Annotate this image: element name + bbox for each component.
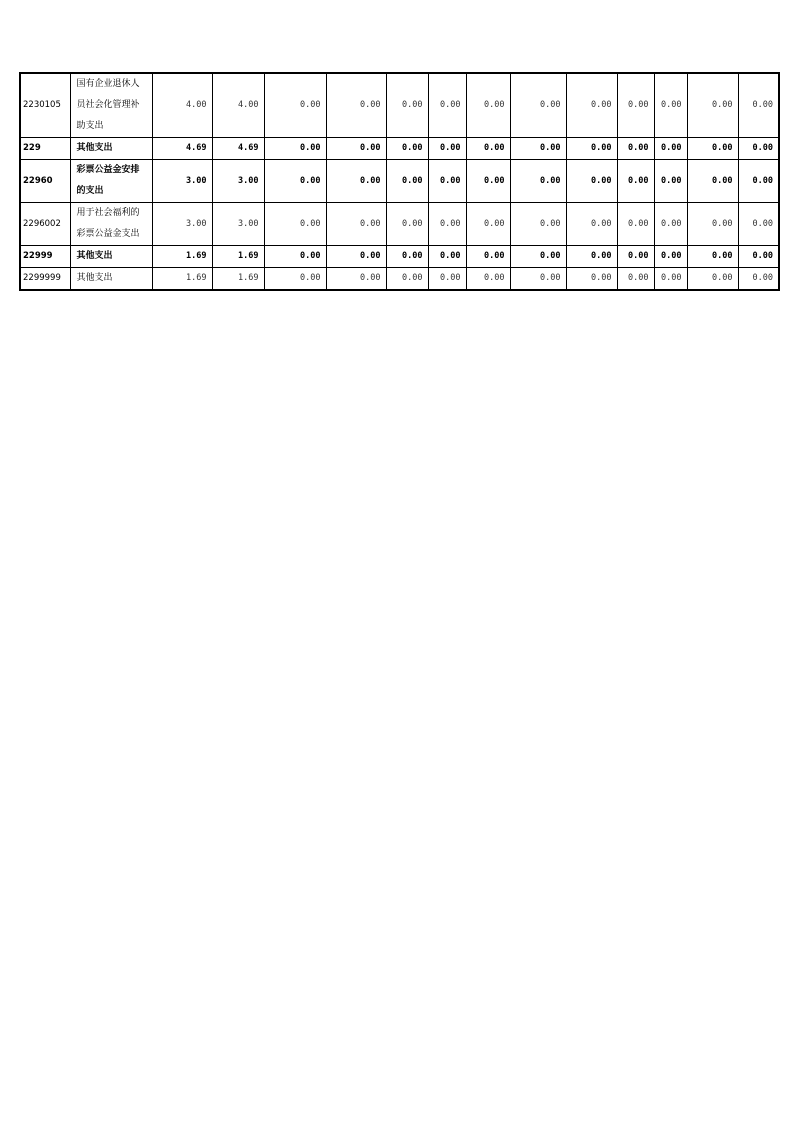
row-code: 22960 [20,160,70,203]
row-name: 彩票公益金安排的支出 [70,160,152,203]
value-cell: 0.00 [264,160,326,203]
value-cell: 4.69 [212,138,264,160]
row-code: 2230105 [20,73,70,138]
value-cell: 0.00 [428,246,466,268]
value-cell: 0.00 [428,73,466,138]
value-cell: 3.00 [212,203,264,246]
value-cell: 3.00 [212,160,264,203]
value-cell: 0.00 [687,268,738,291]
row-code: 2296002 [20,203,70,246]
row-name: 其他支出 [70,246,152,268]
value-cell: 0.00 [386,138,428,160]
budget-table [19,72,780,291]
value-cell: 0.00 [510,160,566,203]
value-cell: 0.00 [738,268,779,291]
value-cell: 4.00 [152,73,212,138]
value-cell: 0.00 [466,73,510,138]
value-cell: 0.00 [617,246,654,268]
value-cell: 0.00 [738,138,779,160]
row-name: 用于社会福利的彩票公益金支出 [70,203,152,246]
value-cell: 3.00 [152,160,212,203]
value-cell: 1.69 [152,268,212,291]
value-cell: 0.00 [466,203,510,246]
value-cell: 0.00 [738,160,779,203]
value-cell: 0.00 [654,203,687,246]
value-cell: 0.00 [264,73,326,138]
value-cell: 0.00 [466,246,510,268]
row-code: 22999 [20,246,70,268]
value-cell: 4.69 [152,138,212,160]
value-cell: 0.00 [566,246,617,268]
value-cell: 0.00 [654,160,687,203]
value-cell: 0.00 [654,73,687,138]
value-cell: 0.00 [617,73,654,138]
value-cell: 0.00 [617,268,654,291]
value-cell: 0.00 [687,138,738,160]
table-row [20,73,779,138]
table-row [20,203,779,246]
value-cell: 0.00 [566,268,617,291]
value-cell: 0.00 [510,246,566,268]
value-cell: 0.00 [466,268,510,291]
value-cell: 0.00 [428,160,466,203]
row-code: 2299999 [20,268,70,291]
value-cell: 3.00 [152,203,212,246]
value-cell: 0.00 [466,160,510,203]
value-cell: 0.00 [264,138,326,160]
row-name: 其他支出 [70,138,152,160]
value-cell: 1.69 [152,246,212,268]
row-name: 其他支出 [70,268,152,291]
value-cell: 0.00 [738,203,779,246]
value-cell: 0.00 [510,203,566,246]
value-cell: 0.00 [654,268,687,291]
table-row [20,268,779,291]
value-cell: 0.00 [326,138,386,160]
value-cell: 0.00 [264,268,326,291]
value-cell: 0.00 [428,203,466,246]
value-cell: 0.00 [566,203,617,246]
value-cell: 0.00 [428,138,466,160]
value-cell: 0.00 [466,138,510,160]
value-cell: 0.00 [326,268,386,291]
table-row [20,160,779,203]
value-cell: 0.00 [386,268,428,291]
value-cell: 0.00 [326,160,386,203]
value-cell: 0.00 [654,138,687,160]
value-cell: 0.00 [654,246,687,268]
value-cell: 0.00 [566,73,617,138]
value-cell: 0.00 [738,246,779,268]
value-cell: 0.00 [617,138,654,160]
value-cell: 0.00 [326,246,386,268]
value-cell: 0.00 [617,160,654,203]
value-cell: 0.00 [617,203,654,246]
value-cell: 0.00 [687,160,738,203]
value-cell: 0.00 [264,246,326,268]
table-row [20,246,779,268]
value-cell: 4.00 [212,73,264,138]
value-cell: 0.00 [566,138,617,160]
value-cell: 0.00 [386,246,428,268]
value-cell: 0.00 [687,246,738,268]
value-cell: 0.00 [326,203,386,246]
table-body [20,73,779,290]
value-cell: 0.00 [428,268,466,291]
value-cell: 0.00 [510,268,566,291]
value-cell: 0.00 [264,203,326,246]
value-cell: 0.00 [510,138,566,160]
value-cell: 0.00 [326,73,386,138]
row-code: 229 [20,138,70,160]
value-cell: 0.00 [738,73,779,138]
value-cell: 0.00 [687,73,738,138]
table-row [20,138,779,160]
value-cell: 0.00 [386,73,428,138]
value-cell: 0.00 [510,73,566,138]
value-cell: 0.00 [386,203,428,246]
value-cell: 1.69 [212,246,264,268]
row-name: 国有企业退休人员社会化管理补助支出 [70,73,152,138]
value-cell: 0.00 [566,160,617,203]
value-cell: 0.00 [386,160,428,203]
value-cell: 1.69 [212,268,264,291]
value-cell: 0.00 [687,203,738,246]
